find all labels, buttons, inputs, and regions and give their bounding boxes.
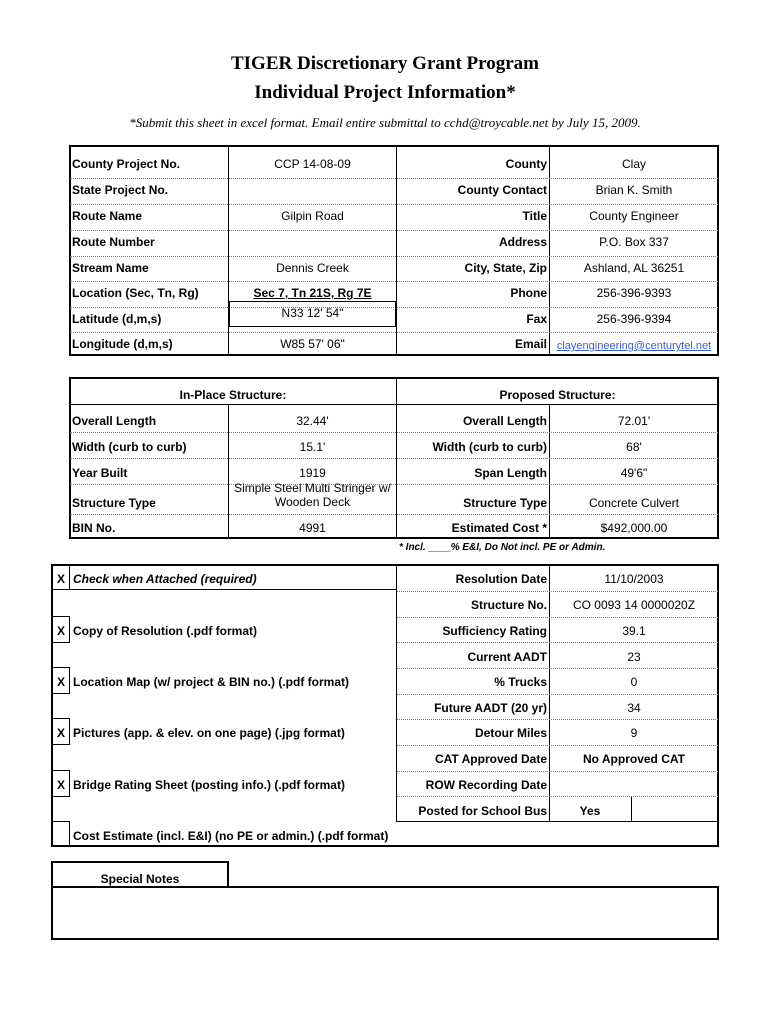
location-field[interactable]: Sec 7, Tn 21S, Rg 7E (253, 286, 372, 300)
route-name-field[interactable]: Gilpin Road (281, 209, 344, 223)
current-aadt-label: Current AADT (467, 650, 547, 664)
longitude-label: Longitude (d,m,s) (72, 337, 173, 351)
detour-miles-field[interactable]: 9 (630, 726, 638, 740)
cat-approved-date-field[interactable]: No Approved CAT (583, 752, 685, 766)
pictures-attachment-label: Pictures (app. & elev. on one page) (.jpg format) (73, 726, 345, 740)
city-state-zip-field[interactable]: Ashland, AL 36251 (583, 261, 685, 275)
county-project-no-field[interactable]: CCP 14-08-09 (274, 157, 351, 171)
attached-check-mark: X (57, 572, 66, 586)
county-contact-label: County Contact (457, 183, 547, 197)
fax-label: Fax (526, 312, 547, 326)
percent-trucks-field[interactable]: 0 (630, 675, 638, 689)
county-contact-field[interactable]: Brian K. Smith (595, 183, 673, 197)
cat-approved-date-label: CAT Approved Date (434, 752, 547, 766)
cost-estimate-checkbox[interactable] (52, 821, 70, 846)
proposed-width-label: Width (curb to curb) (432, 440, 547, 454)
city-state-zip-label: City, State, Zip (464, 261, 547, 275)
cost-note: * Incl. ____% E&I, Do Not incl. PE or Admin. (399, 542, 606, 553)
future-aadt-field[interactable]: 34 (627, 701, 641, 715)
latitude-label: Latitude (d,m,s) (72, 312, 162, 326)
email-field[interactable] (550, 338, 718, 352)
county-label: County (505, 157, 547, 171)
in-place-structure-type-label: Structure Type (72, 496, 156, 510)
location-map-attachment-label: Location Map (w/ project & BIN no.) (.pdf format) (73, 675, 349, 689)
structure-no-field[interactable]: CO 0093 14 0000020Z (572, 598, 696, 612)
proposed-overall-length-field[interactable]: 72.01' (617, 414, 651, 428)
future-aadt-label: Future AADT (20 yr) (434, 701, 547, 715)
row-recording-date-label: ROW Recording Date (425, 778, 547, 792)
in-place-overall-length-field[interactable]: 32.44' (296, 414, 329, 428)
address-field[interactable]: P.O. Box 337 (599, 235, 669, 249)
posted-school-bus-label: Posted for School Bus (418, 804, 547, 818)
in-place-structure-type-field-line2[interactable]: Wooden Deck (274, 495, 351, 509)
attached-required-label: Check when Attached (required) (73, 572, 257, 586)
form-subtitle: Individual Project Information* (254, 82, 516, 103)
current-aadt-field[interactable]: 23 (627, 650, 641, 664)
special-notes-area[interactable] (51, 886, 719, 940)
in-place-year-built-field[interactable]: 1919 (299, 466, 326, 480)
resolution-check-mark: X (57, 624, 66, 638)
percent-trucks-label: % Trucks (494, 675, 547, 689)
bin-no-label: BIN No. (72, 521, 116, 535)
proposed-structure-type-field[interactable]: Concrete Culvert (588, 496, 680, 510)
proposed-width-field[interactable]: 68' (626, 440, 642, 454)
latitude-field[interactable]: N33 12' 54" (281, 306, 344, 320)
proposed-overall-length-label: Overall Length (462, 414, 547, 428)
sufficiency-rating-label: Sufficiency Rating (442, 624, 547, 638)
detour-miles-label: Detour Miles (474, 726, 547, 740)
county-field[interactable]: Clay (621, 157, 646, 171)
special-notes-label: Special Notes (100, 872, 180, 886)
title-field[interactable]: County Engineer (589, 209, 679, 223)
in-place-structure-type-field-line1[interactable]: Simple Steel Multi Stringer w/ (234, 481, 391, 495)
email-link[interactable]: clayengineering@centurytel.net (556, 340, 712, 352)
in-place-structure-header: In-Place Structure: (179, 388, 287, 402)
state-project-no-label: State Project No. (72, 183, 169, 197)
email-label: Email (514, 337, 547, 351)
stream-name-field[interactable]: Dennis Creek (276, 261, 349, 275)
proposed-structure-type-label: Structure Type (463, 496, 547, 510)
bridge-rating-check-mark: X (57, 778, 66, 792)
sufficiency-rating-field[interactable]: 39.1 (622, 624, 646, 638)
bin-no-field[interactable]: 4991 (299, 521, 326, 535)
route-number-label: Route Number (72, 235, 155, 249)
submit-note: *Submit this sheet in excel format. Email entire submittal to cchd@troycable.net by July 15, 2009. (129, 115, 641, 130)
in-place-overall-length-label: Overall Length (72, 414, 157, 428)
in-place-year-built-label: Year Built (72, 466, 128, 480)
estimated-cost-field[interactable]: $492,000.00 (600, 521, 668, 535)
location-map-check-mark: X (57, 675, 66, 689)
cost-estimate-attachment-label: Cost Estimate (incl. E&I) (no PE or admin.) (.pdf format) (73, 829, 389, 843)
title-label: Title (522, 209, 547, 223)
stream-name-label: Stream Name (72, 261, 149, 275)
bridge-rating-attachment-label: Bridge Rating Sheet (posting info.) (.pdf format) (73, 778, 345, 792)
in-place-width-field[interactable]: 15.1' (299, 440, 326, 454)
posted-school-bus-field[interactable]: Yes (579, 804, 601, 818)
location-label: Location (Sec, Tn, Rg) (72, 286, 199, 300)
proposed-structure-header: Proposed Structure: (499, 388, 616, 402)
county-project-no-label: County Project No. (72, 157, 181, 171)
address-label: Address (498, 235, 547, 249)
fax-field[interactable]: 256-396-9394 (596, 312, 672, 326)
resolution-date-field[interactable]: 11/10/2003 (604, 572, 664, 586)
resolution-date-label: Resolution Date (455, 572, 547, 586)
longitude-field[interactable]: W85 57' 06" (280, 337, 345, 351)
span-length-label: Span Length (474, 466, 547, 480)
phone-field[interactable]: 256-396-9393 (596, 286, 672, 300)
estimated-cost-label: Estimated Cost * (451, 521, 547, 535)
in-place-width-label: Width (curb to curb) (72, 440, 187, 454)
span-length-field[interactable]: 49'6" (620, 466, 648, 480)
form-title: TIGER Discretionary Grant Program (230, 53, 539, 74)
phone-label: Phone (510, 286, 547, 300)
pictures-check-mark: X (57, 726, 66, 740)
resolution-attachment-label: Copy of Resolution (.pdf format) (73, 624, 257, 638)
route-name-label: Route Name (72, 209, 143, 223)
structure-no-label: Structure No. (470, 598, 547, 612)
